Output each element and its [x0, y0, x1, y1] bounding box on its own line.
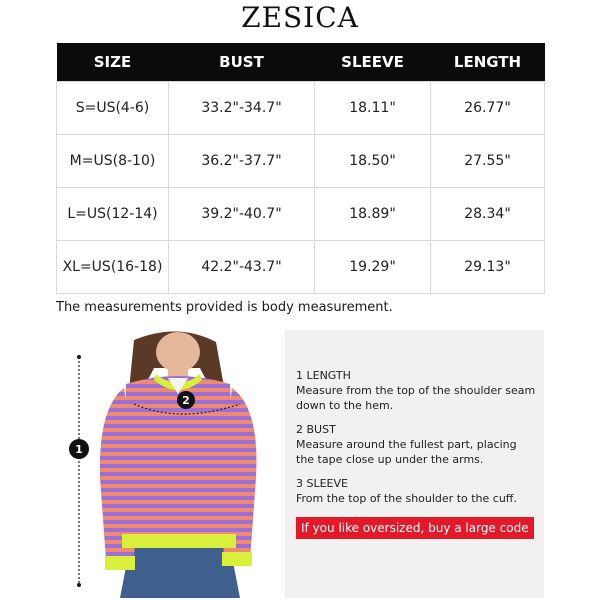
cell-sleeve: 18.11" [315, 82, 431, 135]
brand-logo: ZESICA [241, 1, 359, 34]
marker-length-label: 1 [75, 443, 83, 456]
cell-length: 27.55" [431, 135, 545, 188]
guide-length-title: 1 LENGTH [296, 369, 351, 382]
guide-sleeve-title: 3 SLEEVE [296, 477, 348, 490]
cell-size: M=US(8-10) [57, 135, 169, 188]
cell-bust: 36.2"-37.7" [169, 135, 315, 188]
measurement-guide-panel [285, 330, 544, 598]
marker-bust-label: 2 [182, 394, 190, 407]
cell-sleeve: 19.29" [315, 241, 431, 294]
table-row [57, 135, 545, 188]
length-bottom-dot [77, 583, 81, 587]
sweater-hem [122, 534, 236, 548]
oversized-tip-banner: If you like oversized, buy a large code [296, 517, 534, 539]
left-cuff [105, 556, 135, 570]
cell-size: XL=US(16-18) [57, 241, 169, 294]
guide-length-text: Measure from the top of the shoulder seam down to the hem. [296, 384, 536, 412]
guide-bust-text: Measure around the fullest part, placing the tape close up under the arms. [296, 438, 517, 466]
length-measure [68, 355, 90, 587]
model-photo [90, 328, 266, 598]
guide-bust [296, 422, 536, 467]
cell-size: S=US(4-6) [57, 82, 169, 135]
sweater-illustration [90, 328, 266, 598]
cell-length: 26.77" [431, 82, 545, 135]
table-row [57, 241, 545, 294]
header-length: LENGTH [431, 43, 545, 82]
cell-length: 28.34" [431, 188, 545, 241]
face-shape [156, 332, 200, 372]
cell-length: 29.13" [431, 241, 545, 294]
cell-sleeve: 18.89" [315, 188, 431, 241]
cell-size: L=US(12-14) [57, 188, 169, 241]
cell-sleeve: 18.50" [315, 135, 431, 188]
guide-sleeve [296, 476, 536, 506]
length-top-dot [77, 355, 81, 359]
table-row [57, 82, 545, 135]
cell-bust: 39.2"-40.7" [169, 188, 315, 241]
table-row [57, 188, 545, 241]
header-size: SIZE [57, 43, 169, 82]
cell-bust: 42.2"-43.7" [169, 241, 315, 294]
guide-length [296, 368, 536, 413]
right-cuff [222, 552, 252, 566]
guide-sleeve-text: From the top of the shoulder to the cuff. [296, 492, 517, 505]
cell-bust: 33.2"-34.7" [169, 82, 315, 135]
header-bust: BUST [169, 43, 315, 82]
guide-bust-title: 2 BUST [296, 423, 336, 436]
header-sleeve: SLEEVE [315, 43, 431, 82]
measurement-note: The measurements provided is body measurement. [56, 300, 393, 315]
size-chart-table [56, 43, 545, 294]
table-header-row [57, 43, 545, 82]
